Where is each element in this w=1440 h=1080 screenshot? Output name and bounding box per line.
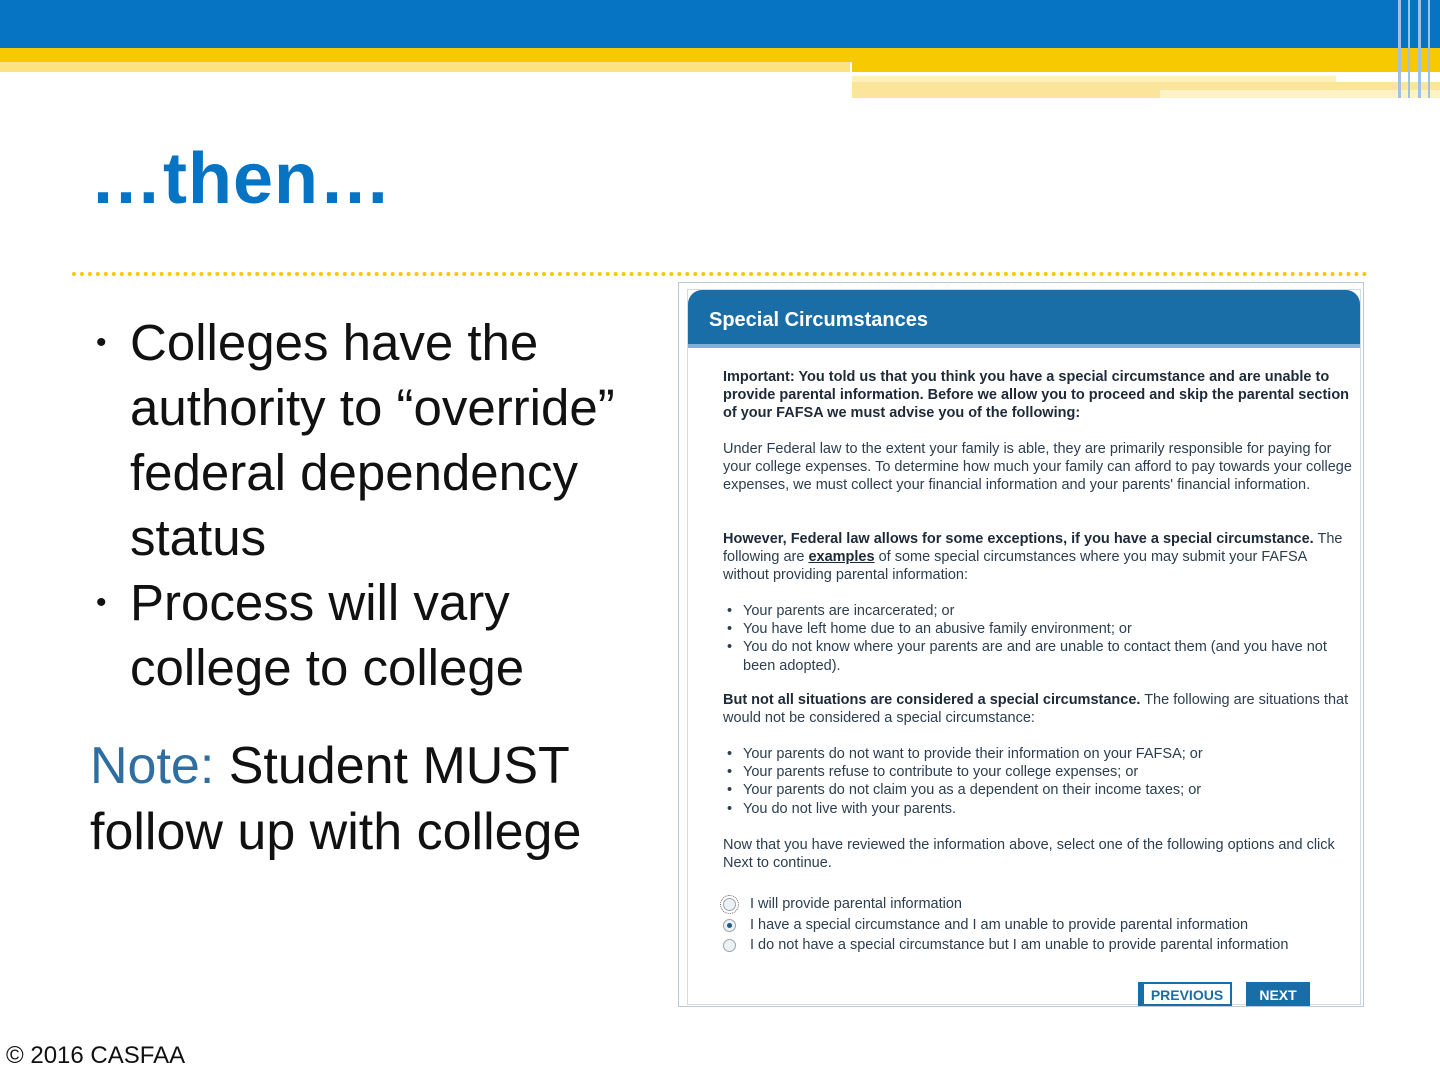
list-item: • Your parents are incarcerated; or — [727, 603, 955, 619]
important-label: Important: — [723, 369, 795, 385]
bullet-text: Process will vary college to college — [130, 574, 525, 696]
list-item: • You do not know where your parents are and are unable to contact them (and you have not been adopted). — [727, 639, 1327, 674]
note — [90, 733, 670, 865]
option-label: I have a special circumstance and I am unable to provide parental information — [750, 917, 1249, 933]
list-item: • Your parents refuse to contribute to your college expenses; or — [727, 764, 1139, 781]
top-banner-yellow — [0, 48, 1440, 62]
exceptions-text: The following are — [723, 531, 1343, 566]
top-banner-highlight-line — [852, 76, 1336, 82]
list-item-text: Your parents refuse to contribute to your college expenses; or — [743, 764, 1139, 781]
banner-stripe — [1418, 0, 1421, 98]
radio-button[interactable] — [723, 939, 736, 952]
important-text: You told us that you think you have a special circumstance and are unable to provide parental information. Before we allow you to proceed and skip the parental section of your FAFSA we must advise you of the following: — [723, 369, 1350, 422]
exceptions-lead: However, Federal law allows for some exceptions, if you have a special circumstance. — [723, 531, 1314, 547]
panel-title: Special Circumstances — [709, 309, 928, 331]
option-label: I will provide parental information — [750, 896, 962, 912]
top-banner-yellow-right — [852, 62, 1440, 72]
bullet-marker: • — [96, 586, 107, 619]
option-label: I do not have a special circumstance but I am unable to provide parental information — [750, 937, 1289, 953]
list-item-text: You have left home due to an abusive family environment; or — [743, 621, 1132, 638]
list-item-text: You do not live with your parents. — [743, 800, 957, 817]
panel-header — [688, 290, 1360, 348]
examples-link[interactable]: examples — [808, 549, 875, 566]
top-banner-yellow-light — [0, 62, 850, 72]
non-exceptions-list — [723, 745, 1353, 818]
radio-button[interactable] — [723, 898, 736, 911]
banner-stripe — [1398, 0, 1401, 98]
list-item: • You do not live with your parents. — [727, 800, 957, 817]
fafsa-screenshot-panel — [678, 282, 1364, 1007]
banner-stripe — [1408, 0, 1410, 98]
not-all-text: The following are situations that would not be considered a special circumstance: — [723, 692, 1349, 727]
important-paragraph — [723, 368, 1353, 423]
list-item-text: Your parents do not claim you as a dependent on their income taxes; or — [743, 782, 1202, 799]
not-all-lead: But not all situations are considered a special circumstance. — [723, 692, 1141, 708]
note-label: Note: — [90, 737, 215, 795]
slide-title: …then… — [90, 139, 392, 219]
banner-stripe — [1428, 0, 1430, 98]
bullet-item — [88, 310, 668, 570]
note-text: Student MUST follow up with college — [90, 737, 582, 861]
previous-button[interactable]: PREVIOUS — [1138, 982, 1232, 1006]
list-item: • You have left home due to an abusive family environment; or — [727, 621, 1132, 638]
list-item-text: Your parents are incarcerated; or — [743, 603, 955, 619]
exceptions-list — [723, 602, 1353, 675]
panel-frame — [687, 289, 1361, 1005]
not-all-paragraph — [723, 691, 1353, 727]
next-button[interactable]: NEXT — [1246, 982, 1310, 1006]
exceptions-text-end: of some special circumstances where you may submit your FAFSA without providing parental information: — [723, 549, 1307, 584]
bullet-item — [88, 570, 668, 700]
list-item: • Your parents do not claim you as a dependent on their income taxes; or — [727, 782, 1202, 799]
top-banner-blue — [0, 0, 1440, 48]
list-item-text: Your parents do not want to provide their information on your FAFSA; or — [743, 746, 1203, 762]
list-item-text: You do not know where your parents are and are unable to contact them (and you have not been adopted). — [743, 639, 1327, 674]
exceptions-paragraph — [723, 530, 1353, 585]
bullet-list — [88, 310, 668, 700]
federal-law-paragraph: Under Federal law to the extent your family is able, they are primarily responsible for paying for your college expenses. To determine how much your family can afford to pay towards your college expenses, we must collect your financial information and your parents' financial information. — [723, 441, 1352, 494]
instruction-paragraph: Now that you have reviewed the information above, select one of the following options and click Next to continue. — [723, 837, 1335, 872]
title-divider — [72, 272, 1368, 276]
copyright-footer: © 2016 CASFAA — [6, 1042, 186, 1069]
bullet-text: Colleges have the authority to “override” federal dependency status — [130, 314, 615, 566]
radio-button-selected[interactable] — [723, 919, 736, 932]
bullet-marker: • — [96, 326, 107, 359]
list-item: • Your parents do not want to provide their information on your FAFSA; or — [727, 746, 1203, 762]
